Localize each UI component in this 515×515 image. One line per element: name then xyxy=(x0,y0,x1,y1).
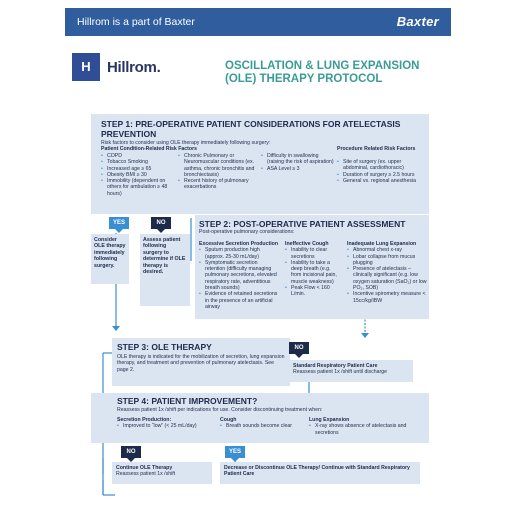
protocol-page xyxy=(65,8,451,508)
continue-text: Reassess patient 1x /shift xyxy=(116,471,176,478)
arrow-icon xyxy=(112,326,120,331)
continue-title: Continue OLE Therapy xyxy=(116,465,173,471)
step1-intro: Risk factors to consider using OLE therapy immediately following surgery: xyxy=(101,140,271,146)
step2-intro: Post-operative pulmonary considerations: xyxy=(199,229,295,235)
expansion-heading: Inadequate Lung Expansion xyxy=(347,241,417,247)
secretion-heading: Excessive Secretion Production xyxy=(199,241,278,247)
list-item: • Chronic Pulmonary or Neuromuscular conditions (ex. asthma, chronic bronchitis and bronchiectasis) xyxy=(178,153,258,178)
secretion-list xyxy=(199,247,279,310)
secretion-production-heading: Secretion Production: xyxy=(117,417,172,423)
list-item: • Breath sounds become clear xyxy=(220,423,300,429)
no-badge: NO xyxy=(151,217,171,229)
std-care-title: Standard Respiratory Patient Care xyxy=(293,363,378,369)
decrease-title: Decrease or Discontinue OLE Therapy/ Continue with Standard Respiratory Patient Care xyxy=(224,465,410,478)
list-item: • ASA Level ≥ 3 xyxy=(261,166,335,172)
banner-text: Hillrom is a part of Baxter xyxy=(77,16,195,28)
risk-list-1 xyxy=(101,153,169,197)
baxter-logo: Baxter xyxy=(396,14,439,29)
cough-heading: Cough xyxy=(220,417,237,423)
step4-title: STEP 4: PATIENT IMPROVEMENT? xyxy=(117,396,258,406)
step2-title: STEP 2: POST-OPERATIVE PATIENT ASSESSMENT xyxy=(199,219,406,229)
list-item: • Sputum production high (approx. 25-30 mL/day) xyxy=(199,247,279,260)
list-item: • Obesity BMI ≥ 30 xyxy=(101,172,169,178)
list-item: • Recent history of pulmonary exacerbations xyxy=(178,178,258,191)
list-item: • Inability to take a deep breath (e.g. from incisional pain, muscle weakness) xyxy=(285,260,341,285)
yes-badge: YES xyxy=(109,217,129,229)
list-item: • Duration of surgery ≥ 2.5 hours xyxy=(337,172,419,178)
expansion-list xyxy=(347,247,427,304)
list-item: • COPD xyxy=(101,153,169,159)
list-item: • Lobar collapse from mucus plugging xyxy=(347,254,427,267)
arrow-icon xyxy=(361,333,369,338)
list-item: • Inability to clear secretions xyxy=(285,247,341,260)
list-item: • Symptomatic secretion retention (difficulty managing pulmonary secretions, elevated respiratory rate, adventitious breath sounds) xyxy=(199,260,279,291)
list-item: • Increased age ≥ 65 xyxy=(101,166,169,172)
lung-expansion-heading: Lung Expansion xyxy=(309,417,350,423)
page-title: OSCILLATION & LUNG EXPANSION (OLE) THERAPY PROTOCOL xyxy=(225,60,420,85)
no-badge: NO xyxy=(289,342,309,354)
list-item: • Abnormal chest x-ray xyxy=(347,247,427,253)
list-item: • General vs. regional anesthesia xyxy=(337,178,419,184)
yes-badge: YES xyxy=(225,446,245,458)
risk-list-4 xyxy=(337,159,419,184)
risk-list-2 xyxy=(178,153,258,191)
list-item: • Incentive spirometry measure < 15cc/kg/IBW xyxy=(347,291,427,304)
cough-heading: Ineffective Cough xyxy=(285,241,329,247)
yes-outcome-text: Consider OLE therapy immediately following surgery. xyxy=(94,237,126,269)
list-item: • Presence of atelectasis – clinically significant (e.g. low oxygen saturation (SaO₂) or low PO₂, SOB) xyxy=(347,266,427,291)
list-item: • Tobacco Smoking xyxy=(101,159,169,165)
no-badge: NO xyxy=(121,446,141,458)
list-item: • Evidence of retained secretions in the presence of an artificial airway xyxy=(199,291,279,310)
cough-list xyxy=(285,247,341,297)
hillrom-wordmark: Hillrom. xyxy=(107,59,161,76)
list-item: • Immobility (dependent on others for ambulation ≥ 48 hours) xyxy=(101,178,169,197)
list-item: • Improved to “low” (< 25 mL/day) xyxy=(117,423,207,429)
list-item: • X-ray shows absence of atelectasis and secretions xyxy=(309,423,409,436)
no-outcome-text: Assess patient following surgery to determine if OLE therapy is desired. xyxy=(143,237,186,276)
step3-title: STEP 3: OLE THERAPY xyxy=(117,342,212,352)
step4-intro: Reassess patient 1x /shift per indications for use. Consider discontinuing treatment when: xyxy=(117,407,323,413)
list-item: • Site of surgery (ex. upper abdominal, cardiothoracic) xyxy=(337,159,419,172)
std-care-text: Reassess patient 1x /shift until discharge xyxy=(293,369,388,376)
list-item: • Difficulty in swallowing (raising the risk of aspiration) xyxy=(261,153,335,166)
patient-risk-heading: Patient Condition-Related Risk Factors xyxy=(101,146,197,152)
hillrom-logo-icon: H xyxy=(72,53,100,81)
risk-list-3 xyxy=(261,153,335,172)
procedure-risk-heading: Procedure Related Risk Factors xyxy=(337,146,416,152)
step3-text: OLE therapy is indicated for the mobilization of secretion, lung expansion therapy, and treatment and prevention of pulmonary atelectasis. See page 2. xyxy=(117,354,285,373)
step1-title: STEP 1: PRE-OPERATIVE PATIENT CONSIDERATIONS FOR ATELECTASIS PREVENTION xyxy=(101,119,401,139)
list-item: • Peak Flow < 160 L/min. xyxy=(285,285,341,298)
